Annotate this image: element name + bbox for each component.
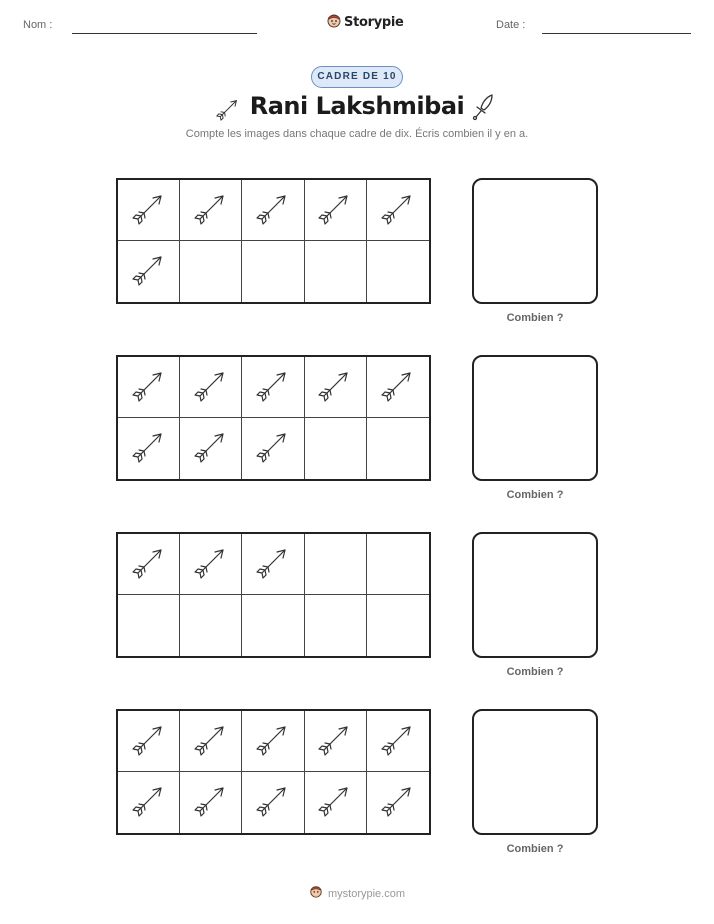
date-label: Date : (496, 19, 526, 31)
ten-frame-cell (242, 418, 304, 479)
ten-frame-cell (180, 595, 242, 656)
answer-label: Combien ? (506, 666, 564, 678)
arrow-icon (315, 719, 355, 764)
brand-name: Storypie (344, 15, 404, 30)
ten-frame-cell (305, 595, 367, 656)
arrow-icon (253, 188, 293, 233)
ten-frame-cell (180, 241, 242, 302)
ten-frame-cell (367, 772, 429, 833)
arrow-icon (253, 426, 293, 471)
ten-frame-cell (118, 357, 180, 418)
ten-frame-cell (367, 595, 429, 656)
ten-frame-cell (118, 418, 180, 479)
date-line[interactable] (542, 33, 691, 34)
footer (0, 884, 714, 903)
ten-frame-cell (118, 180, 180, 241)
ten-frame-cell (118, 772, 180, 833)
answer-box[interactable] (472, 355, 598, 481)
ten-frame-cell (242, 180, 304, 241)
ten-frame-cell (305, 357, 367, 418)
answer-box[interactable] (472, 178, 598, 304)
ten-frame-cell (180, 180, 242, 241)
arrow-icon (378, 719, 418, 764)
ten-frame-cell (242, 711, 304, 772)
ten-frame-cell (305, 241, 367, 302)
ten-frame-cell (367, 357, 429, 418)
arrow-icon (129, 542, 169, 587)
mascot-icon (326, 12, 342, 33)
arrow-icon (129, 719, 169, 764)
arrow-icon (253, 719, 293, 764)
answer-box[interactable] (472, 532, 598, 658)
arrow-icon (191, 542, 231, 587)
arrow-icon (191, 365, 231, 410)
badge: CADRE DE 10 (311, 66, 403, 88)
arrow-icon (191, 719, 231, 764)
arrow-icon (378, 365, 418, 410)
ten-frame-cell (180, 772, 242, 833)
arrow-icon (253, 780, 293, 825)
footer-url: mystorypie.com (327, 887, 406, 900)
ten-frame-cell (367, 534, 429, 595)
ten-frame-cell (367, 180, 429, 241)
answer-label: Combien ? (506, 312, 564, 324)
ten-frame-cell (118, 241, 180, 302)
ten-frame-cell (305, 180, 367, 241)
answer-label: Combien ? (506, 843, 564, 855)
ten-frame-cell (118, 595, 180, 656)
page-title: Rani Lakshmibai (249, 92, 465, 120)
mascot-icon (309, 884, 323, 903)
ten-frame-cell (242, 772, 304, 833)
ten-frame (116, 709, 431, 835)
arrow-icon (253, 365, 293, 410)
ten-frame-cell (242, 534, 304, 595)
arrow-icon (315, 780, 355, 825)
arrow-icon (129, 249, 169, 294)
ten-frame-cell (180, 534, 242, 595)
ten-frame-cell (305, 418, 367, 479)
arrow-icon (315, 365, 355, 410)
ten-frame-cell (305, 534, 367, 595)
ten-frame-cell (118, 534, 180, 595)
arrow-icon (253, 542, 293, 587)
arrow-icon (315, 188, 355, 233)
ten-frame (116, 532, 431, 658)
arrow-icon (129, 426, 169, 471)
ten-frame-cell (305, 711, 367, 772)
arrow-icon (191, 780, 231, 825)
ten-frame-cell (305, 772, 367, 833)
ten-frame-cell (118, 711, 180, 772)
ten-frame-cell (180, 357, 242, 418)
ten-frame-cell (180, 418, 242, 479)
instructions: Compte les images dans chaque cadre de dix. Écris combien il y en a. (185, 128, 529, 140)
sword-icon (470, 92, 498, 127)
ten-frame-cell (180, 711, 242, 772)
arrow-icon (378, 188, 418, 233)
answer-box[interactable] (472, 709, 598, 835)
arrow-icon (129, 188, 169, 233)
arrow-icon (378, 780, 418, 825)
arrow-icon (191, 188, 231, 233)
ten-frame-cell (367, 711, 429, 772)
name-label: Nom : (23, 19, 53, 31)
ten-frame-cell (242, 357, 304, 418)
brand-logo (326, 12, 404, 33)
arrow-icon (129, 780, 169, 825)
name-line[interactable] (72, 33, 257, 34)
answer-label: Combien ? (506, 489, 564, 501)
ten-frame-cell (242, 241, 304, 302)
ten-frame (116, 355, 431, 481)
ten-frame-cell (242, 595, 304, 656)
ten-frame (116, 178, 431, 304)
ten-frame-cell (367, 241, 429, 302)
arrow-icon (129, 365, 169, 410)
arrow-icon (191, 426, 231, 471)
ten-frame-cell (367, 418, 429, 479)
